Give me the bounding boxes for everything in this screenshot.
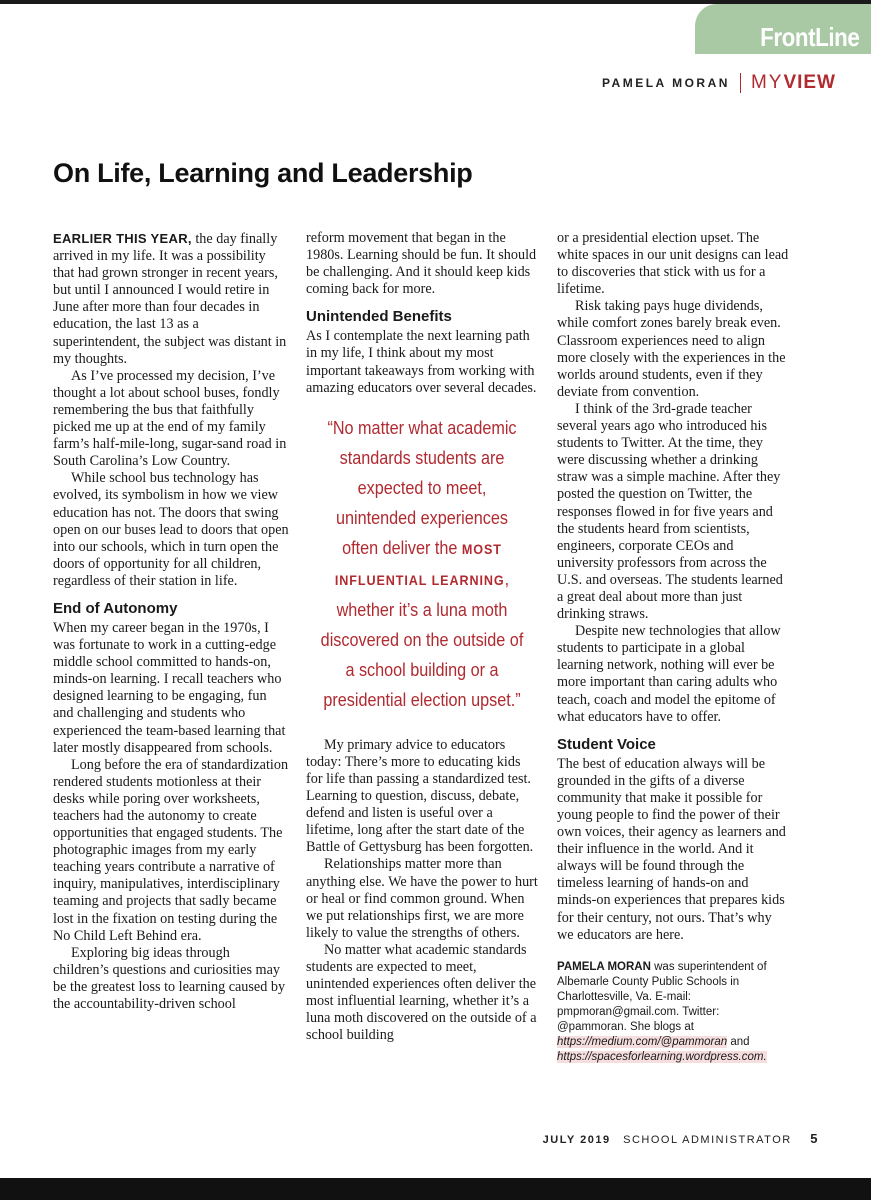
pull-quote — [318, 413, 527, 715]
column-2 — [306, 230, 538, 1044]
column-1 — [53, 230, 289, 1013]
paragraph: reform movement that began in the 1980s. Learning should be fun. It should be challenging. And it should keep kids coming back for more. — [306, 230, 537, 298]
section-tab — [695, 4, 871, 54]
paragraph: The best of education always will be grounded in the gifts of a diverse community that make it possible for young people to find the power of their own voices, their agency as learners and their influence in the world. And it always will be found through the timeless learning of hands-on and minds-on experiences that prepares kids for their century, not ours. That’s why we educators are here. — [557, 755, 786, 943]
header-my: MY — [750, 72, 784, 93]
paragraph — [53, 230, 289, 368]
page-number: 5 — [810, 1131, 819, 1146]
footer-date: JULY 2019 — [542, 1134, 611, 1146]
page-footer — [543, 1131, 819, 1146]
paragraph: or a presidential election upset. The white spaces in our unit designs can lead to discoveries that stick with us for a lifetime. — [557, 230, 789, 298]
bio-name: PAMELA MORAN — [557, 960, 651, 973]
paragraph: As I contemplate the next learning path in my life, I think about my most important takeaways from working with amazing educators over several decades. — [306, 328, 537, 396]
subhead-unintended-benefits: Unintended Benefits — [306, 308, 452, 326]
author-bio — [557, 960, 791, 1065]
bio-link-medium[interactable]: https://medium.com/@pammoran — [557, 1035, 728, 1048]
bio-link-wordpress[interactable]: https://spacesforlearning.wordpress.com. — [557, 1050, 767, 1063]
pull-quote-text: “No matter what academic standards students are expected to meet, unintended experiences often deliver the — [327, 417, 517, 558]
paragraph: Despite new technologies that allow students to participate in a global learning network, nothing will ever be more important than caring adults who teach, coach and model the epitome of what educators have to offer. — [557, 623, 781, 725]
paragraph: No matter what academic standards students are expected to meet, unintended experiences often deliver the most influential learning, whether it’s a luna moth discovered on the outside of a school building — [306, 941, 537, 1044]
bio-text: and — [727, 1035, 750, 1048]
column-3 — [557, 230, 791, 1065]
bottom-bar — [0, 1178, 871, 1200]
paragraph: Risk taking pays huge dividends, while comfort zones barely break even. Classroom experiences need to align more closely with the experiences in the worlds around students, even if they deviate from convention. — [557, 298, 786, 400]
subhead-student-voice: Student Voice — [557, 735, 656, 753]
pull-quote-text: , whether it’s a luna moth discovered on the outside of a school building or a presidential election upset.” — [320, 568, 524, 710]
paragraph: I think of the 3rd-grade teacher several years ago who introduced his students to Twitter. At the time, they were discussing whether a drinking straw was a simple machine. After they posted the question on Twitter, the responses flowed in for five years and the students heard from scientists, engineers, corporate CEOs and university professors from across the U.S. and overseas. The students learned a great deal about more than just drinking straws. — [557, 400, 783, 623]
header-view: VIEW — [783, 72, 836, 93]
header-divider — [740, 73, 741, 93]
paragraph: Exploring big ideas through children’s questions and curiosities may be the greatest loss to learning caused by the accountability-driven school — [53, 944, 286, 1013]
paragraph: Relationships matter more than anything else. We have the power to hurt or heal or find common ground. When we put relationships first, we are more likely to value the strengths of others. — [306, 856, 538, 941]
section-tab-label: FrontLine — [759, 22, 859, 52]
pull-quote-emphasis: MOST INFLUENTIAL LEARNING — [334, 540, 505, 588]
paragraph: When my career began in the 1970s, I was fortunate to work in a cutting-edge middle school committed to hands-on, minds-on learning. I recall teachers who designed learning to be engaging, fun and challenging and students who experienced the team-based learning that later mostly disappeared from schools. — [53, 619, 286, 756]
paragraph: While school bus technology has evolved, its symbolism in how we view education has not. The doors that swing open on our buses lead to doors that open into our schools, which in turn open the doors of opportunity for all children, regardless of their station in life. — [53, 470, 289, 589]
column-header — [602, 72, 836, 94]
paragraph: My primary advice to educators today: There’s more to educating kids for life than passing a standardized test. Learning to question, discuss, debate, defend and listen is useful over a lifetime, long after the start date of the Battle of Gettysburg has been forgotten. — [306, 736, 534, 856]
paragraph: As I’ve processed my decision, I’ve thought a lot about school buses, fondly remembering the bus that faithfully picked me up at the end of my family farm’s half-mile-long, sugar-sand road in South Carolina’s Low Country. — [53, 367, 287, 470]
bio-text: was superintendent of Albemarle County Public Schools in Charlottesville, Va. E-mail: pmpmoran@gmail.com. Twitter: @pammoran. She blogs at — [557, 960, 767, 1033]
footer-publication: SCHOOL ADMINISTRATOR — [623, 1134, 792, 1146]
paragraph-text: the day finally arrived in my life. It was a possibility that had grown stronger in recent years, but until I announced I would retire in June after more than four decades in education, the last 13 as a superintendent, the subject was distant in my thoughts. — [53, 231, 287, 367]
paragraph: Long before the era of standardization rendered students motionless at their desks while poring over worksheets, teachers had the autonomy to create opportunities that engaged students. The photographic images from my early teaching years contribute a narrative of inquiry, manipulatives, interdisciplinary teaming and projects that sadly became lost in the fixation on testing during the No Child Left Behind era. — [53, 756, 289, 944]
lead-in: EARLIER THIS YEAR, — [53, 231, 192, 246]
article-title: On Life, Learning and Leadership — [53, 158, 473, 188]
header-author: PAMELA MORAN — [601, 76, 730, 90]
subhead-end-of-autonomy: End of Autonomy — [53, 599, 178, 617]
